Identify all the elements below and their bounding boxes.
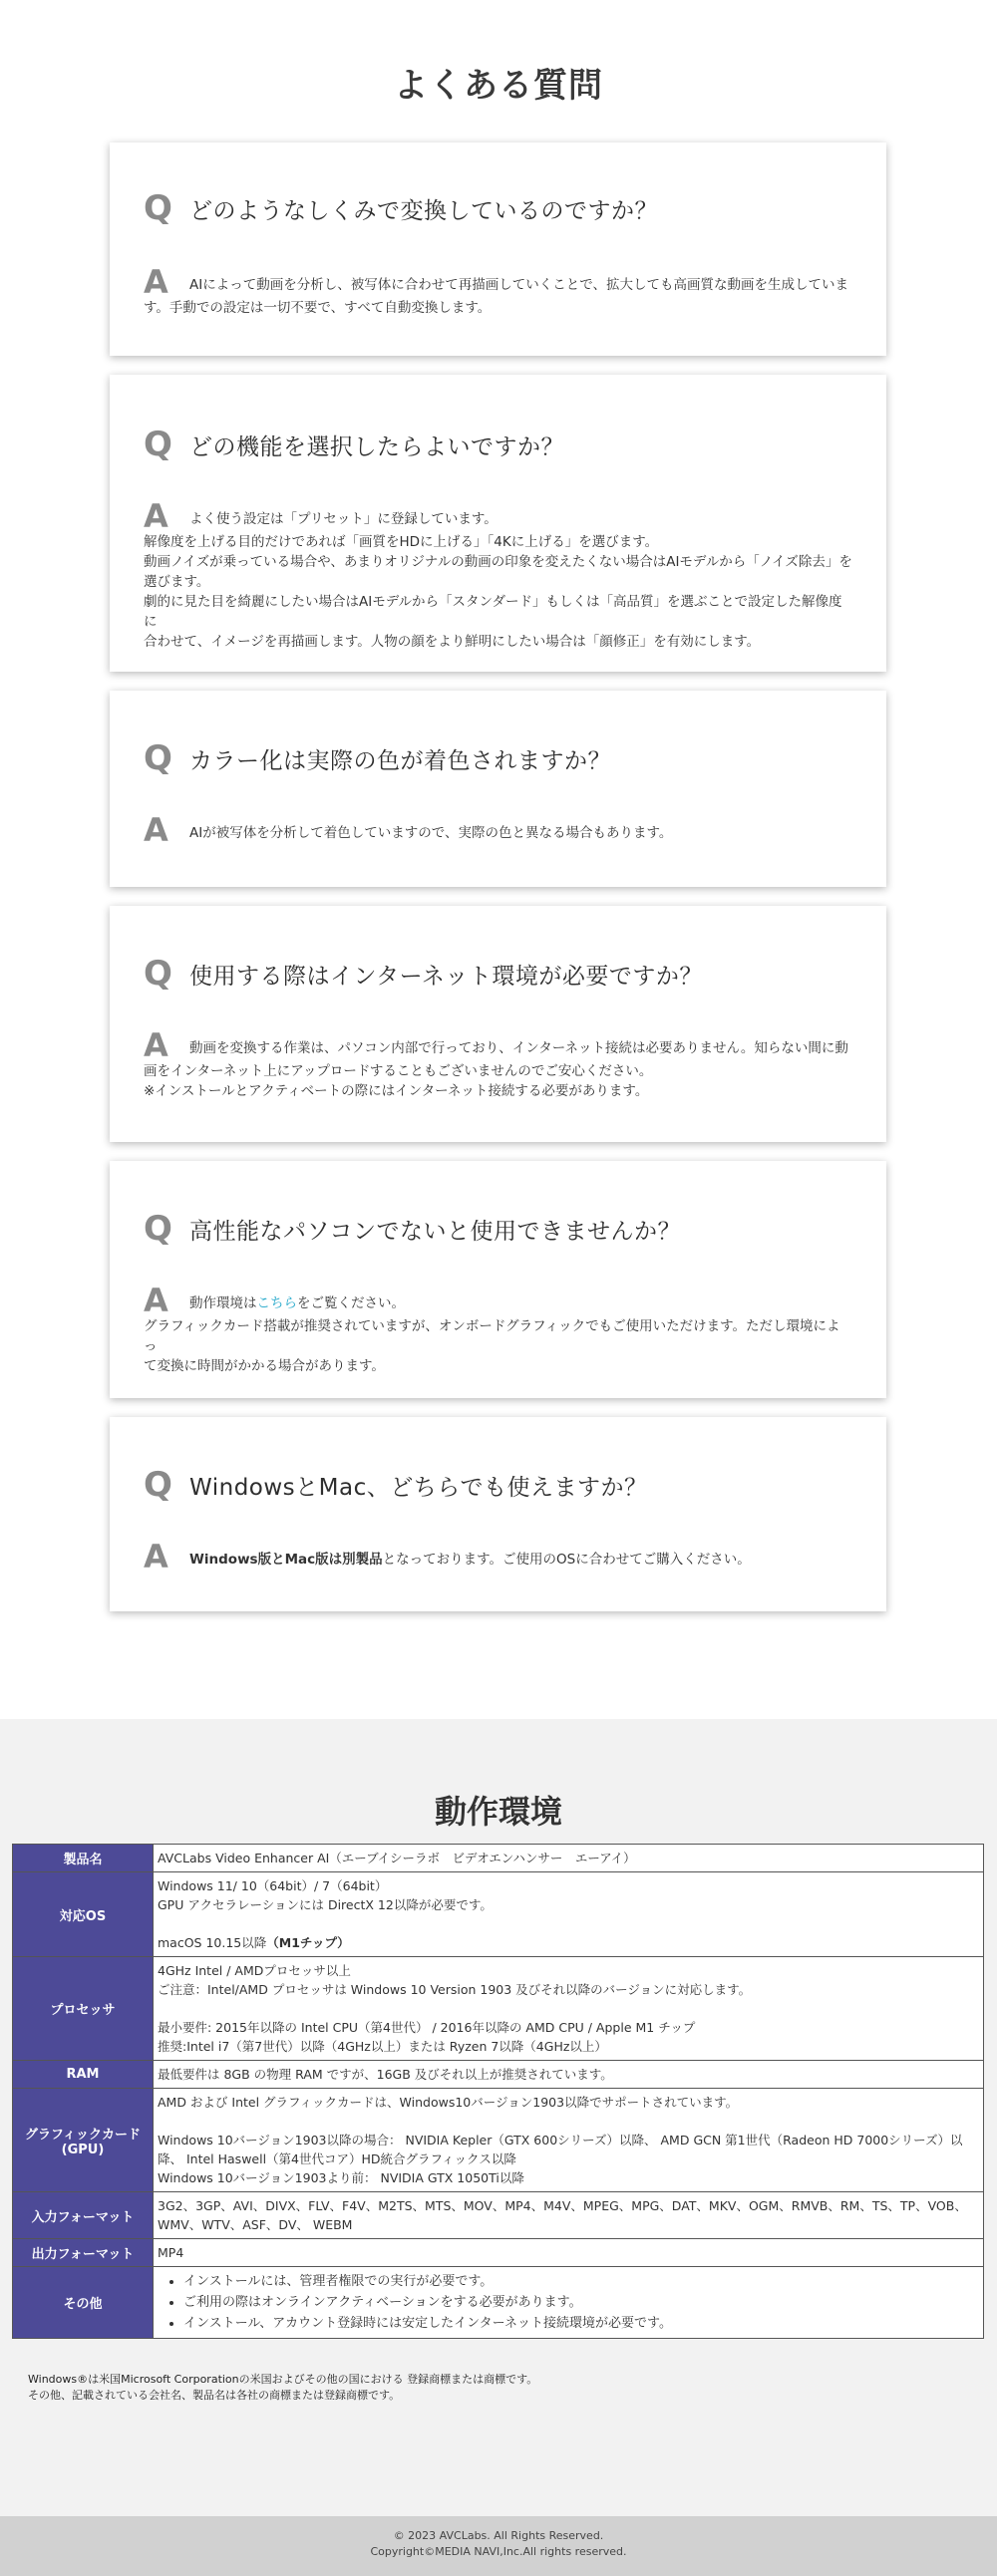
a-mark: A: [144, 497, 168, 535]
q-mark: Q: [144, 425, 172, 464]
question-text: どのようなしくみで変換しているのですか？: [189, 197, 658, 224]
q-mark: Q: [144, 1209, 172, 1249]
faq-card: [110, 143, 886, 356]
note-line: Windows®は米国Microsoft Corporationの米国およびその他の国における 登録商標または商標です。: [28, 2373, 538, 2386]
answer-line: ※インストールとアクティベートの際にはインターネット接続する必要があります。: [144, 1083, 649, 1099]
faq-card: [110, 1161, 886, 1398]
spec-label: 入力フォーマット: [13, 2192, 154, 2239]
a-mark: A: [144, 1538, 168, 1575]
faq-card: [110, 691, 886, 887]
spec-row-other: [13, 2267, 984, 2339]
spec-line: AMD および Intel グラフィックカードは、Windows10バージョン1903以降でサポートされています。: [158, 2095, 739, 2110]
faq-answer: [144, 1282, 852, 1376]
spec-row-output: [13, 2239, 984, 2267]
spec-line: WMV、WTV、ASF、DV、 WEBM: [158, 2217, 353, 2232]
spec-line: GPU アクセラレーションには DirectX 12以降が必要です。: [158, 1897, 493, 1912]
specs-link[interactable]: こちら: [256, 1295, 297, 1311]
spec-value: [154, 2089, 984, 2192]
spec-value: [154, 2267, 984, 2339]
spec-line: [158, 1933, 979, 1952]
answer-line: 画をインターネット上にアップロードすることもございませんのでご安心ください。: [144, 1063, 653, 1079]
faq-question: [144, 738, 856, 778]
spec-line: [158, 2112, 979, 2131]
spec-line: ご注意：Intel/AMD プロセッサは Windows 10 Version 1903 及びそれ以降のバージョンに対応します。: [158, 1982, 752, 1997]
spec-label: 対応OS: [13, 1872, 154, 1957]
footer-copyright: © 2023 AVCLabs. All Rights Reserved.: [393, 2529, 604, 2542]
faq-card: [110, 1417, 886, 1611]
answer-line: 選びます。: [144, 574, 210, 590]
specs-title: 動作環境: [434, 1793, 562, 1831]
faq-answer: [144, 263, 852, 318]
faq-answer: [144, 1026, 852, 1101]
spec-value: [154, 1957, 984, 2061]
spec-label: 製品名: [13, 1845, 154, 1872]
faq-card: [110, 906, 886, 1142]
spec-row-cpu: [13, 1957, 984, 2061]
spec-line: 3G2、3GP、AVI、DIVX、FLV、F4V、M2TS、MTS、MOV、MP4、M4V、MPEG、MPG、DAT、MKV、OGM、RMVB、RM、TS、TP、VOB、: [158, 2198, 967, 2213]
question-text: カラー化は実際の色が着色されますか？: [189, 747, 611, 774]
spec-row-product: [13, 1845, 984, 1872]
spec-line: 降、 Intel Haswell（第4世代コア）HD統合グラフィックス以降: [158, 2151, 516, 2166]
faq-question: [144, 1209, 856, 1249]
spec-row-os: [13, 1872, 984, 1957]
answer-suffix: をご覧ください。: [297, 1295, 405, 1311]
spec-line-bold: （M1チップ）: [266, 1935, 350, 1950]
spec-line: 4GHz Intel / AMDプロセッサ以上: [158, 1963, 351, 1978]
faq-answer: [144, 811, 852, 849]
answer-line: グラフィックカード搭載が推奨されていますが、オンボードグラフィックでもご使用いただけます。ただし環境によっ: [144, 1318, 840, 1354]
spec-line: 最小要件: 2015年以降の Intel CPU（第4世代） / 2016年以降の AMD CPU / Apple M1 チップ: [158, 2020, 696, 2035]
answer-line: て変換に時間がかかる場合があります。: [144, 1358, 385, 1374]
faq-answer: [144, 1538, 852, 1575]
faq-answer: [144, 497, 852, 652]
answer-line: AIが被写体を分析して着色していますので、実際の色と異なる場合もあります。: [189, 825, 673, 841]
question-text: どの機能を選択したらよいですか？: [189, 433, 564, 460]
spec-list-item: • インストール、アカウント登録時には安定したインターネット接続環境が必要です。: [183, 2313, 979, 2334]
a-mark: A: [144, 1282, 168, 1319]
a-mark: A: [144, 811, 168, 849]
spec-list: [158, 2271, 979, 2334]
footer-copyright: Copyright©MEDIA NAVI,Inc.All rights reserved.: [370, 2545, 627, 2558]
spec-row-gpu: [13, 2089, 984, 2192]
answer-line: AIによって動画を分析し、被写体に合わせて再描画していくことで、拡大しても高画質な動画を生成していま: [189, 277, 848, 293]
specs-section: [0, 1719, 997, 2516]
answer-prefix: 動作環境は: [189, 1295, 257, 1311]
spec-line: [158, 1999, 979, 2018]
question-text: 使用する際はインターネット環境が必要ですか？: [189, 963, 703, 990]
note-line: その他、記載されている会社名、製品名は各社の商標または登録商標です。: [28, 2389, 401, 2402]
spec-line: 推奨:Intel i7（第7世代）以降（4GHz以上）または Ryzen 7以降（4GHz以上）: [158, 2039, 607, 2054]
answer-line: 劇的に見た目を綺麗にしたい場合はAIモデルから「スタンダード」もしくは「高品質」を選ぶことで設定した解像度に: [144, 594, 842, 630]
spec-line: Windows 10バージョン1903より前： NVIDIA GTX 1050Ti以降: [158, 2170, 524, 2185]
faq-question: [144, 425, 856, 464]
spec-value: [154, 2192, 984, 2239]
answer-line: 動画ノイズが乗っている場合や、あまりオリジナルの動画の印象を変えたくない場合はAIモデルから「ノイズ除去」を: [144, 554, 852, 570]
answer-suffix: となっております。ご使用のOSに合わせてご購入ください。: [382, 1552, 751, 1568]
spec-value: AVCLabs Video Enhancer AI（エーブイシーラボ ビデオエンハンサー エーアイ）: [154, 1845, 984, 1872]
faq-card: [110, 375, 886, 672]
spec-label: グラフィックカード(GPU): [13, 2089, 154, 2192]
spec-label: RAM: [13, 2061, 154, 2089]
q-mark: Q: [144, 188, 172, 228]
answer-line: す。手動での設定は一切不要で、すべて自動変換します。: [144, 300, 492, 316]
specs-table: [12, 1844, 984, 2339]
spec-line: Windows 10バージョン1903以降の場合： NVIDIA Kepler（GTX 600シリーズ）以降、 AMD GCN 第1世代（Radeon HD 7000シリーズ）以: [158, 2133, 963, 2147]
spec-row-input: [13, 2192, 984, 2239]
spec-line: Windows 11/ 10（64bit）/ 7（64bit）: [158, 1878, 388, 1893]
answer-line: よく使う設定は「プリセット」に登録しています。: [189, 511, 498, 527]
faq-title: よくある質問: [394, 66, 603, 106]
q-mark: Q: [144, 1465, 172, 1505]
faq-question: [144, 188, 856, 228]
spec-label: その他: [13, 2267, 154, 2339]
spec-label: プロセッサ: [13, 1957, 154, 2061]
answer-line: 動画を変換する作業は、パソコン内部で行っており、インターネット接続は必要ありません。知らない間に動: [189, 1040, 848, 1056]
question-text: WindowsとMac、どちらでも使えますか？: [189, 1474, 648, 1501]
spec-value: [154, 1872, 984, 1957]
answer-bold: Windows版とMac版は別製品: [189, 1552, 383, 1568]
spec-value: MP4: [154, 2239, 984, 2267]
spec-spacer: [158, 1914, 979, 1933]
spec-value: 最低要件は 8GB の物理 RAM ですが、16GB 及びそれ以上が推奨されています。: [154, 2061, 984, 2089]
answer-line: 解像度を上げる目的だけであれば「画質をHDに上げる」「4Kに上げる」を選びます。: [144, 534, 659, 550]
faq-question: [144, 954, 856, 994]
faq-question: [144, 1465, 856, 1505]
spec-list-item: • インストールには、管理者権限での実行が必要です。: [183, 2271, 979, 2292]
a-mark: A: [144, 1026, 168, 1064]
footer: [0, 2516, 997, 2576]
a-mark: A: [144, 263, 168, 301]
trademark-notes: [28, 2372, 537, 2404]
answer-line: 合わせて、イメージを再描画します。人物の顔をより鮮明にしたい場合は「顔修正」を有効にします。: [144, 634, 761, 650]
spec-list-item: • ご利用の際はオンラインアクティベーションをする必要があります。: [183, 2292, 979, 2313]
spec-row-ram: [13, 2061, 984, 2089]
q-mark: Q: [144, 954, 172, 994]
question-text: 高性能なパソコンでないと使用できませんか？: [189, 1218, 682, 1245]
spec-line-text: macOS 10.15以降: [158, 1935, 267, 1950]
spec-label: 出力フォーマット: [13, 2239, 154, 2267]
q-mark: Q: [144, 738, 172, 778]
